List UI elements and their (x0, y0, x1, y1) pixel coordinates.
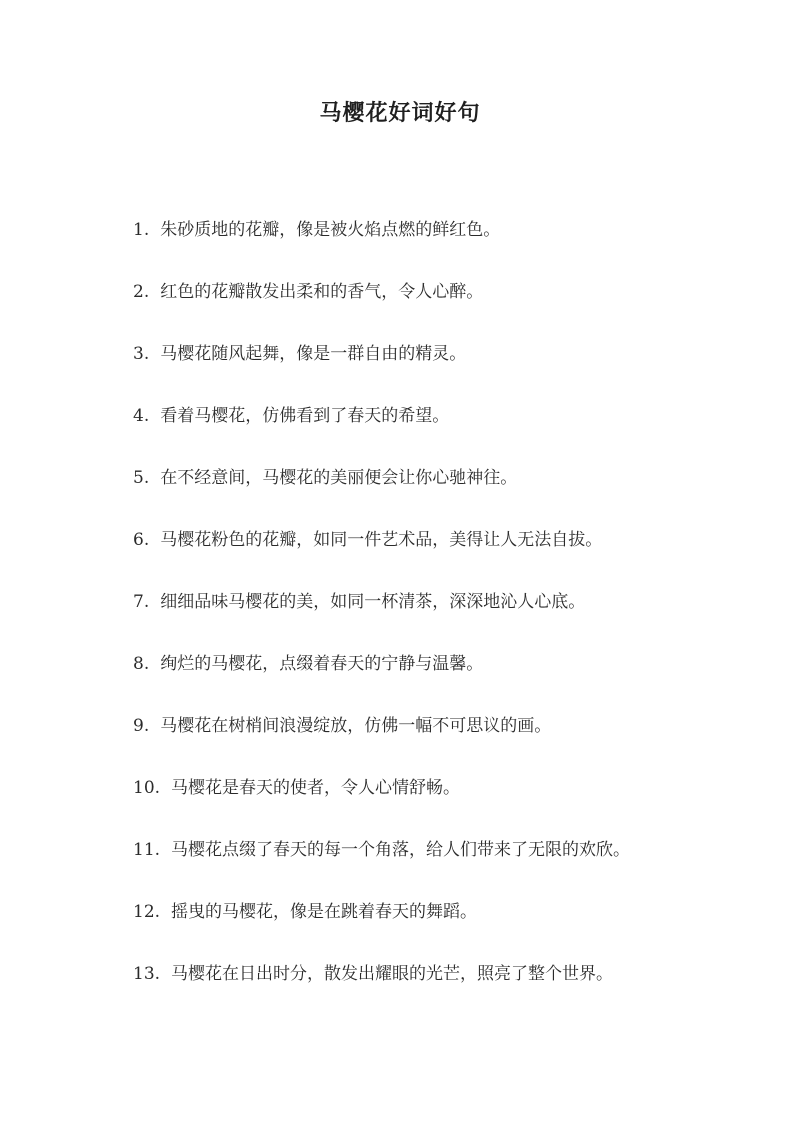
item-text: 红色的花瓣散发出柔和的香气，令人心醉。 (160, 282, 484, 302)
item-number: 10. (133, 778, 161, 798)
item-text: 细细品味马樱花的美，如同一杯清茶，深深地沁人心底。 (160, 592, 586, 612)
list-item (133, 838, 773, 900)
item-text: 马樱花在树梢间浪漫绽放，仿佛一幅不可思议的画。 (160, 716, 552, 736)
list-item (133, 342, 773, 404)
list-item (133, 652, 773, 714)
item-text: 在不经意间，马樱花的美丽便会让你心驰神往。 (160, 468, 518, 488)
sentence-list (133, 218, 773, 1024)
item-text: 朱砂质地的花瓣，像是被火焰点燃的鲜红色。 (160, 220, 501, 240)
item-text: 马樱花粉色的花瓣，如同一件艺术品，美得让人无法自拔。 (160, 530, 603, 550)
list-item (133, 590, 773, 652)
item-number: 6. (133, 530, 150, 550)
item-number: 8. (133, 654, 150, 674)
item-number: 9. (133, 716, 150, 736)
item-text: 摇曳的马樱花，像是在跳着春天的舞蹈。 (171, 902, 478, 922)
item-text: 马樱花在日出时分，散发出耀眼的光芒，照亮了整个世界。 (171, 964, 614, 984)
item-number: 12. (133, 902, 161, 922)
list-item (133, 528, 773, 590)
list-item (133, 776, 773, 838)
item-number: 7. (133, 592, 150, 612)
item-number: 3. (133, 344, 150, 364)
list-item (133, 714, 773, 776)
list-item (133, 280, 773, 342)
item-number: 1. (133, 220, 150, 240)
item-text: 马樱花点缀了春天的每一个角落，给人们带来了无限的欢欣。 (171, 840, 631, 860)
item-number: 5. (133, 468, 150, 488)
item-text: 绚烂的马樱花，点缀着春天的宁静与温馨。 (160, 654, 484, 674)
list-item (133, 900, 773, 962)
item-number: 2. (133, 282, 150, 302)
item-number: 4. (133, 406, 150, 426)
item-text: 马樱花随风起舞，像是一群自由的精灵。 (160, 344, 467, 364)
item-text: 马樱花是春天的使者，令人心情舒畅。 (171, 778, 461, 798)
list-item (133, 404, 773, 466)
list-item (133, 218, 773, 280)
item-text: 看着马樱花，仿佛看到了春天的希望。 (160, 406, 450, 426)
list-item (133, 962, 773, 1024)
item-number: 13. (133, 964, 161, 984)
item-number: 11. (133, 840, 161, 860)
page-title: 马樱花好词好句 (319, 100, 481, 126)
list-item (133, 466, 773, 528)
